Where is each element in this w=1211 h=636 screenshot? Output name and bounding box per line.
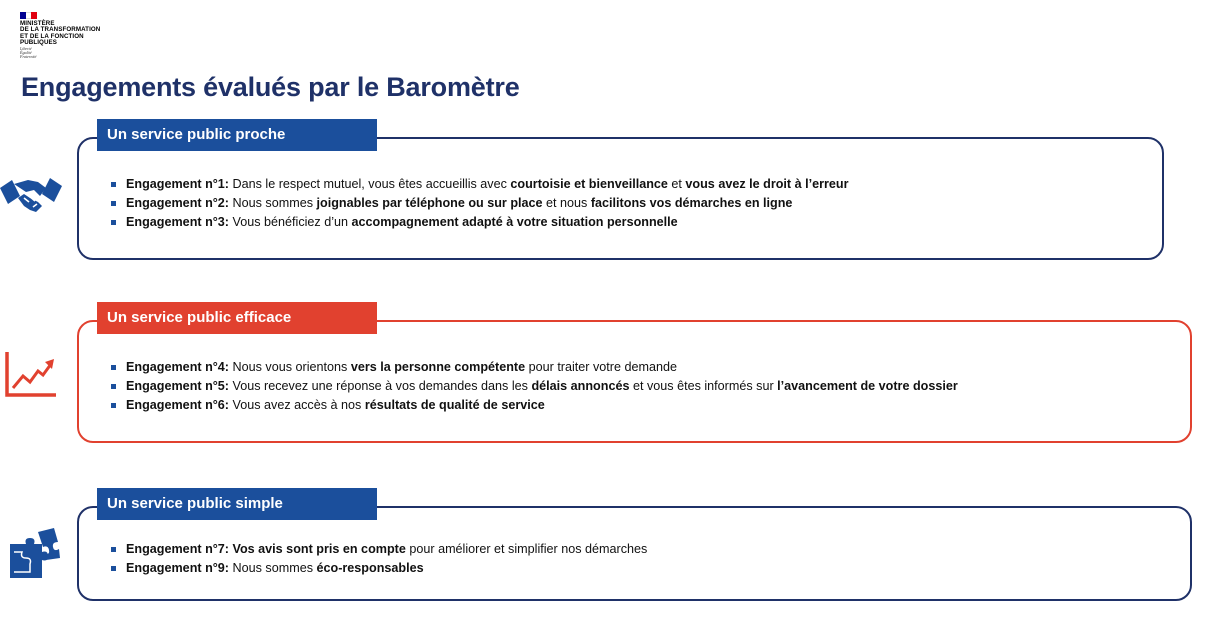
engagement-item — [111, 559, 647, 578]
ministry-logo — [20, 12, 150, 59]
engagement-text: et nous — [542, 196, 591, 210]
logo-motto-3: Fraternité — [20, 54, 37, 60]
puzzle-icon — [8, 528, 60, 580]
engagement-text: et — [667, 177, 686, 191]
engagement-item — [111, 194, 849, 213]
logo-motto-2: Égalité — [20, 49, 32, 55]
engagement-emphasis: l’avancement de votre dossier — [777, 379, 958, 393]
engagement-item — [111, 396, 958, 415]
logo-line-3: ET DE LA FONCTION — [20, 32, 84, 40]
engagement-text: Nous vous orientons — [229, 360, 351, 374]
engagement-text: Vous avez accès à nos — [229, 398, 365, 412]
page-title: Engagements évalués par le Baromètre — [21, 72, 520, 102]
section-title: Un service public proche — [97, 119, 377, 151]
section-proche — [77, 119, 1164, 260]
engagement-emphasis: accompagnement adapté à votre situation personnelle — [351, 215, 678, 229]
engagement-emphasis: vous avez le droit à l’erreur — [685, 177, 849, 191]
handshake-icon — [0, 174, 62, 218]
engagement-label: Engagement n°1: — [126, 177, 230, 191]
engagement-emphasis: éco-responsables — [316, 561, 424, 575]
engagement-label: Engagement n°3: — [126, 215, 230, 229]
engagement-label: Engagement n°9: — [126, 561, 230, 575]
engagement-emphasis: délais annoncés — [531, 379, 630, 393]
engagement-item — [111, 213, 849, 232]
engagement-label: Engagement n°5: — [126, 379, 230, 393]
engagement-text: Nous sommes — [229, 196, 317, 210]
engagement-label: Engagement n°2: — [126, 196, 230, 210]
engagement-item — [111, 358, 958, 377]
engagement-text: pour améliorer et simplifier nos démarches — [405, 542, 648, 556]
engagement-item — [111, 175, 849, 194]
engagement-label: Engagement n°6: — [126, 398, 230, 412]
french-flag-icon — [20, 12, 37, 19]
engagement-text: Dans le respect mutuel, vous êtes accueillis avec — [229, 177, 511, 191]
trend-up-chart-icon — [4, 350, 58, 398]
engagement-item — [111, 540, 647, 559]
engagement-label: Engagement n°4: — [126, 360, 230, 374]
engagement-item — [111, 377, 958, 396]
engagement-text: pour traiter votre demande — [525, 360, 678, 374]
engagement-text: Vous recevez une réponse à vos demandes dans les — [229, 379, 532, 393]
engagement-label: Engagement n°7: — [126, 542, 230, 556]
engagement-emphasis: facilitons vos démarches en ligne — [590, 196, 793, 210]
engagement-emphasis: résultats de qualité de service — [364, 398, 545, 412]
engagement-emphasis: vers la personne compétente — [350, 360, 526, 374]
logo-line-1: MINISTÈRE — [20, 20, 55, 27]
section-simple — [77, 488, 1192, 601]
engagement-list — [111, 175, 849, 232]
engagement-emphasis: courtoisie et bienveillance — [510, 177, 668, 191]
logo-line-2: DE LA TRANSFORMATION — [20, 26, 101, 34]
section-title: Un service public simple — [97, 488, 377, 520]
section-efficace — [77, 302, 1192, 443]
engagement-list — [111, 540, 647, 578]
engagement-text: Vous bénéficiez d’un — [229, 215, 352, 229]
section-title: Un service public efficace — [97, 302, 377, 334]
engagement-text: et vous êtes informés sur — [629, 379, 778, 393]
logo-line-4: PUBLIQUES — [20, 39, 57, 47]
engagement-emphasis: joignables par téléphone ou sur place — [316, 196, 543, 210]
logo-motto-1: Liberté — [20, 45, 32, 51]
engagement-list — [111, 358, 958, 415]
engagement-emphasis: Vos avis sont pris en compte — [232, 542, 406, 556]
engagement-text: Nous sommes — [229, 561, 317, 575]
